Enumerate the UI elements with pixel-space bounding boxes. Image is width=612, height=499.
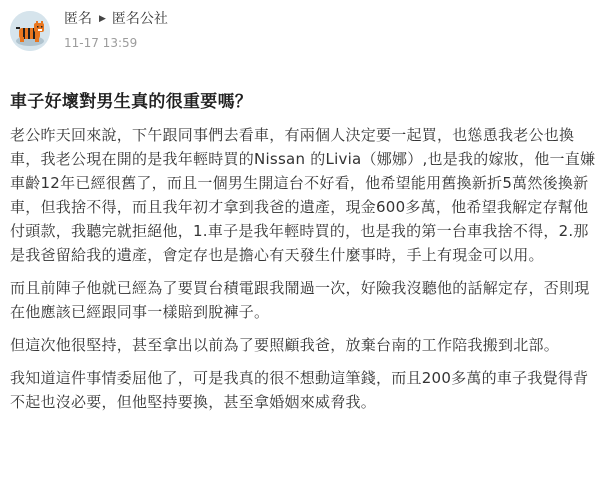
breadcrumb [64,9,168,29]
author-name[interactable]: 匿名 [64,11,92,27]
post-content [10,123,598,414]
post-paragraph: 而且前陣子他就已經為了要買台積電跟我鬧過一次，好險我沒聽他的話解定存，否則現在他應該已經跟同事一樣賠到脫褲子。 [10,279,590,321]
post-title: 車子好壞對男生真的很重要嗎？ [10,92,253,112]
tiger-icon [10,11,50,51]
post-paragraph: 老公昨天回來說，下午跟同事們去看車，有兩個人決定要一起買，也慫恿我老公也換車，我老公現在開的是我年輕時買的Nissan 的Livia（娜娜）,也是我的嫁妝，他一直嫌車齡12年已經很舊了，而且一個男生開這台不好看，他希望能用舊換新折5萬然後換新車，但我捨不得，而且我年初才拿到我爸的遺產，現金600多萬，他希望我解定存幫他付頭款，我聽完就拒絕他，1.車子是我年輕時買的，也是我的第一台車我捨不得，2.那是我爸留給我的遺產，會定存也是擔心有天發生什麼事時，手上有現金可以用。 [10,126,596,264]
board-link[interactable]: 匿名公社 [111,11,168,27]
post-header [10,0,598,80]
post-paragraph: 我知道這件事情委屈他了，可是我真的很不想動這筆錢，而且200多萬的車子我覺得背不起也沒必要，但他堅持要換，甚至拿婚姻來威脅我。 [10,369,589,411]
post-paragraph: 但這次他很堅持，甚至拿出以前為了要照顧我爸，放棄台南的工作陪我搬到北部。 [10,336,560,354]
post-timestamp: 11-17 13:59 [64,36,138,50]
post-meta [64,9,168,50]
avatar[interactable] [10,11,50,51]
caret-right-icon: ▶ [99,14,106,24]
